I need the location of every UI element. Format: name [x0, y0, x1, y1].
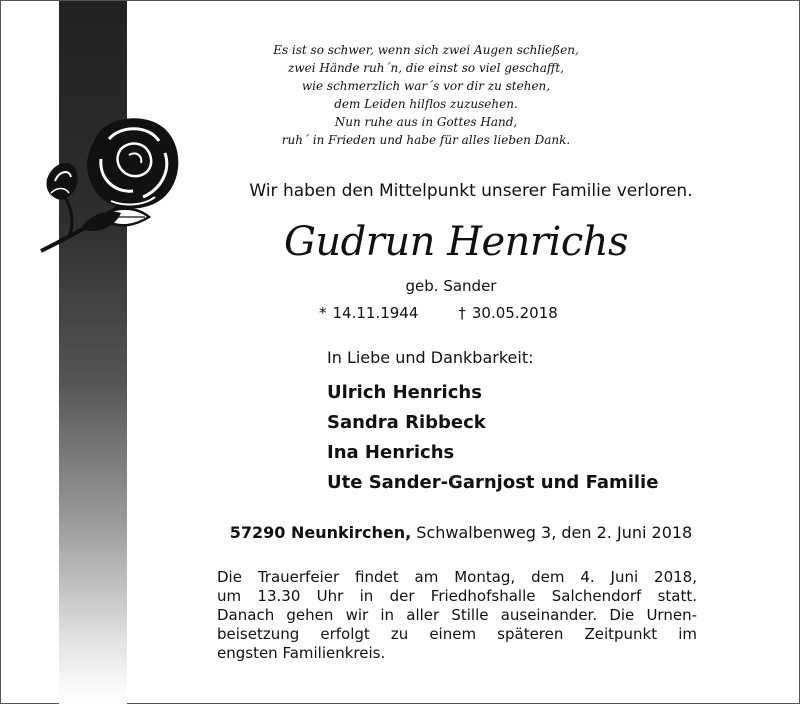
mourner-name: Ulrich Henrichs — [327, 382, 482, 403]
deceased-name: Gudrun Henrichs — [283, 219, 629, 265]
birth-star-icon: * — [319, 304, 327, 322]
notice-line: um 13.30 Uhr in der Friedhofshalle Salchendorf statt. — [217, 587, 697, 605]
poem-line: zwei Hände ruh´n, die einst so viel geschafft, — [288, 61, 564, 75]
intro-line: Wir haben den Mittelpunkt unserer Familie verloren. — [249, 181, 693, 201]
thanks-line: In Liebe und Dankbarkeit: — [327, 348, 534, 367]
poem-line: wie schmerzlich war´s vor dir zu stehen, — [301, 79, 551, 93]
funeral-notice — [217, 568, 697, 663]
death-cross-icon: † — [458, 304, 466, 322]
mourners-list — [327, 378, 658, 498]
death-date: 30.05.2018 — [471, 304, 558, 322]
notice-line: beisetzung erfolgt zu einem späteren Zeitpunkt im — [217, 625, 697, 643]
life-dates — [319, 304, 558, 322]
address-line — [211, 523, 711, 542]
birth-date: 14.11.1944 — [332, 304, 419, 322]
poem-line: ruh´ in Frieden und habe für alles lieben Dank. — [281, 133, 571, 147]
poem-line: Nun ruhe aus in Gottes Hand, — [334, 115, 518, 129]
mourner-name: Ina Henrichs — [327, 442, 455, 463]
birth-name: geb. Sander — [405, 277, 497, 295]
notice-line: Die Trauerfeier findet am Montag, dem 4. Juni 2018, — [217, 568, 697, 586]
notice-line: engsten Familienkreis. — [217, 644, 386, 662]
rose-icon — [29, 109, 189, 259]
poem-line: Es ist so schwer, wenn sich zwei Augen schließen, — [273, 43, 579, 57]
address-rest: Schwalbenweg 3, den 2. Juni 2018 — [411, 523, 693, 542]
poem — [251, 41, 601, 149]
poem-line: dem Leiden hilflos zuzusehen. — [334, 97, 518, 111]
mourning-band — [59, 1, 127, 705]
mourner-name: Sandra Ribbeck — [327, 412, 486, 433]
mourner-name: Ute Sander-Garnjost und Familie — [327, 472, 659, 493]
address-city: 57290 Neunkirchen, — [229, 523, 412, 542]
notice-line: Danach gehen wir in aller Stille auseinander. Die Urnen- — [217, 606, 697, 624]
